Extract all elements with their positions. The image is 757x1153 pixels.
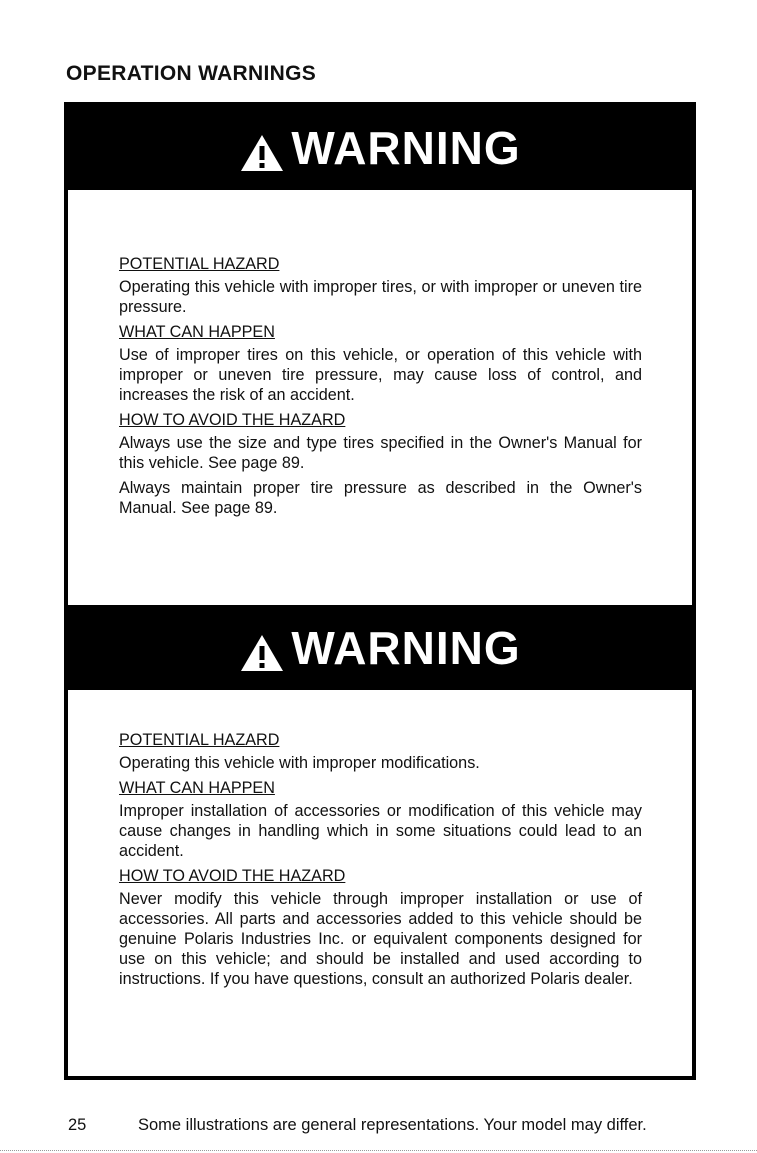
warning-header (68, 106, 692, 190)
warning-triangle-icon (239, 133, 285, 173)
warning-header (68, 606, 692, 690)
warning-title: WARNING (291, 622, 521, 674)
how-to-avoid-text: Always maintain proper tire pressure as described in the Owner's Manual. See page 89. (119, 479, 642, 517)
warning-box-modifications (64, 606, 696, 1080)
warning-triangle-icon (239, 633, 285, 673)
what-can-happen-text: Improper installation of accessories or modification of this vehicle may cause changes in handling which in some situations could lead to an accident. (119, 802, 642, 860)
how-to-avoid-text: Never modify this vehicle through improper installation or use of accessories. All parts and accessories added to this vehicle should be genuine Polaris Industries Inc. or equivalent components designed for use on this vehicle; and should be installed and used according to instructions. If you have questions, consult an authorized Polaris dealer. (119, 890, 642, 988)
warning-title: WARNING (291, 122, 521, 174)
what-can-happen-heading: WHAT CAN HAPPEN (119, 323, 275, 341)
what-can-happen-heading: WHAT CAN HAPPEN (119, 779, 275, 797)
warning-box-tires (64, 102, 696, 609)
warning-body (68, 690, 692, 989)
how-to-avoid-heading: HOW TO AVOID THE HAZARD (119, 411, 346, 429)
hazard-heading: POTENTIAL HAZARD (119, 731, 280, 749)
how-to-avoid-text: Always use the size and type tires specified in the Owner's Manual for this vehicle. See page 89. (119, 434, 642, 472)
hazard-heading: POTENTIAL HAZARD (119, 255, 280, 273)
how-to-avoid-heading: HOW TO AVOID THE HAZARD (119, 867, 346, 885)
hazard-text: Operating this vehicle with improper modifications. (119, 754, 480, 772)
warning-body (68, 190, 692, 518)
page-footer (0, 1116, 757, 1138)
hazard-text: Operating this vehicle with improper tires, or with improper or uneven tire pressure. (119, 278, 642, 316)
footer-note: Some illustrations are general representations. Your model may differ. (138, 1116, 647, 1134)
page-number: 25 (68, 1116, 87, 1134)
what-can-happen-text: Use of improper tires on this vehicle, or operation of this vehicle with improper or uneven tire pressure, may cause loss of control, and increases the risk of an accident. (119, 346, 642, 404)
page-title: OPERATION WARNINGS (66, 62, 317, 85)
